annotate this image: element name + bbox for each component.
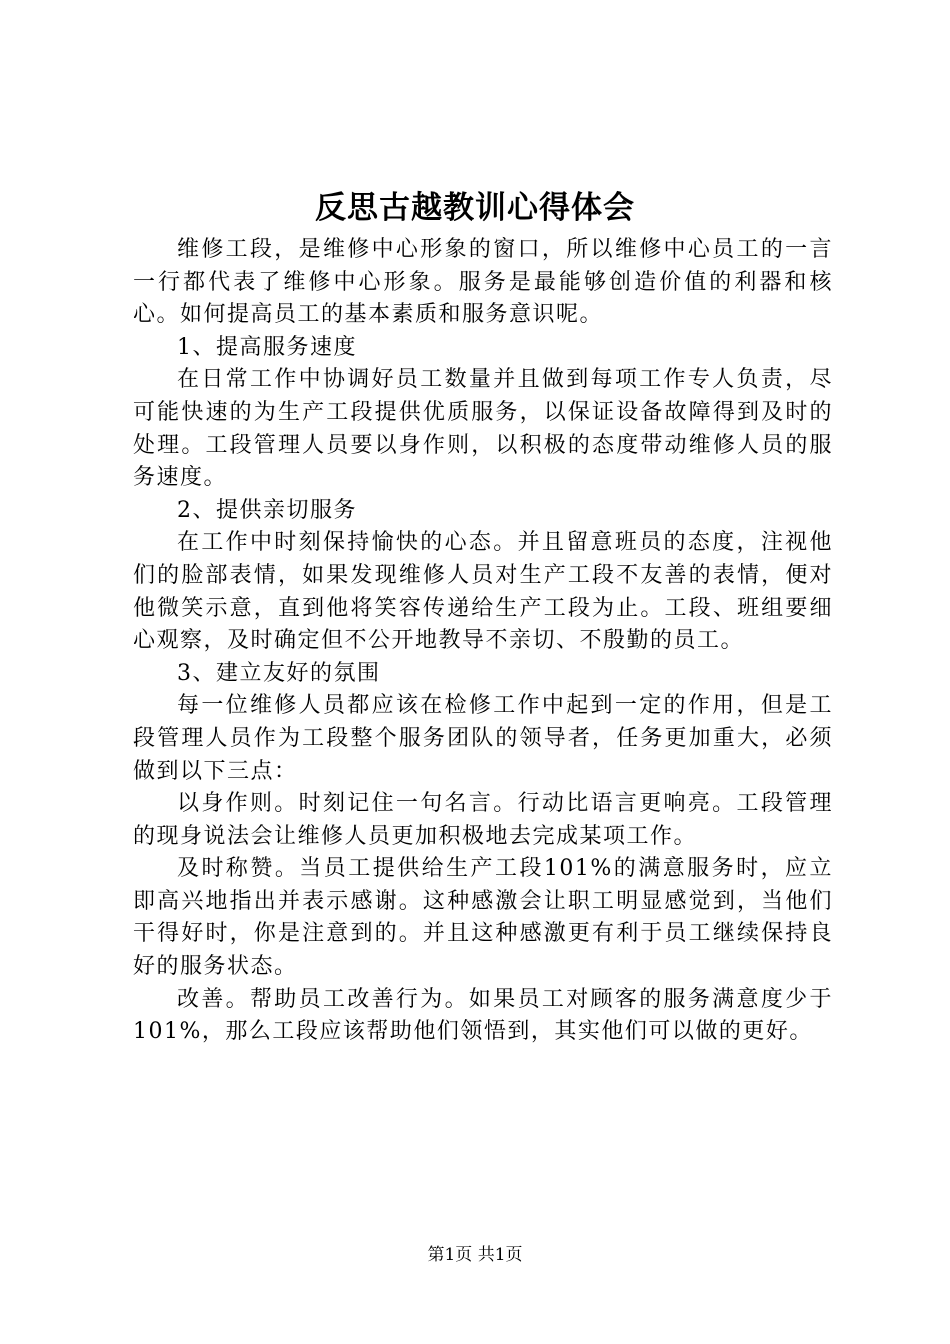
- section-heading: 3、建立友好的氛围: [177, 660, 381, 686]
- section-heading: 2、提供亲切服务: [177, 497, 357, 523]
- paragraph: 改善。帮助员工改善行为。如果员工对顾客的服务满意度少于101%，那么工段应该帮助他们领悟到，其实他们可以做的更好。: [133, 986, 833, 1045]
- paragraph: 以身作则。时刻记住一句名言。行动比语言更响亮。工段管理的现身说法会让维修人员更加积极地去完成某项工作。: [133, 791, 833, 849]
- paragraph: 在日常工作中协调好员工数量并且做到每项工作专人负责，尽可能快速的为生产工段提供优质服务，以保证设备故障得到及时的处理。工段管理人员要以身作则，以积极的态度带动维修人员的服务速度。: [133, 367, 833, 491]
- document-title: 反思古越教训心得体会: [315, 190, 635, 226]
- document-body: [133, 234, 833, 1049]
- section-heading: 1、提高服务速度: [177, 334, 357, 360]
- paragraph: 维修工段，是维修中心形象的窗口，所以维修中心员工的一言一行都代表了维修中心形象。服务是最能够创造价值的利器和核心。如何提高员工的基本素质和服务意识呢。: [133, 237, 833, 328]
- paragraph: 在工作中时刻保持愉快的心态。并且留意班员的态度，注视他们的脸部表情，如果发现维修人员对生产工段不友善的表情，便对他微笑示意，直到他将笑容传递给生产工段为止。工段、班组要细心观察，及时确定但不公开地教导不亲切、不殷勤的员工。: [133, 530, 833, 654]
- paragraph: 每一位维修人员都应该在检修工作中起到一定的作用，但是工段管理人员作为工段整个服务团队的领导者，任务更加重大，必须做到以下三点：: [133, 693, 833, 784]
- page-footer: 第1页 共1页: [427, 1245, 523, 1265]
- paragraph: 及时称赞。当员工提供给生产工段101%的满意服务时，应立即高兴地指出并表示感谢。这种感激会让职工明显感觉到，当他们干得好时，你是注意到的。并且这种感激更有利于员工继续保持良好的服务状态。: [133, 856, 833, 980]
